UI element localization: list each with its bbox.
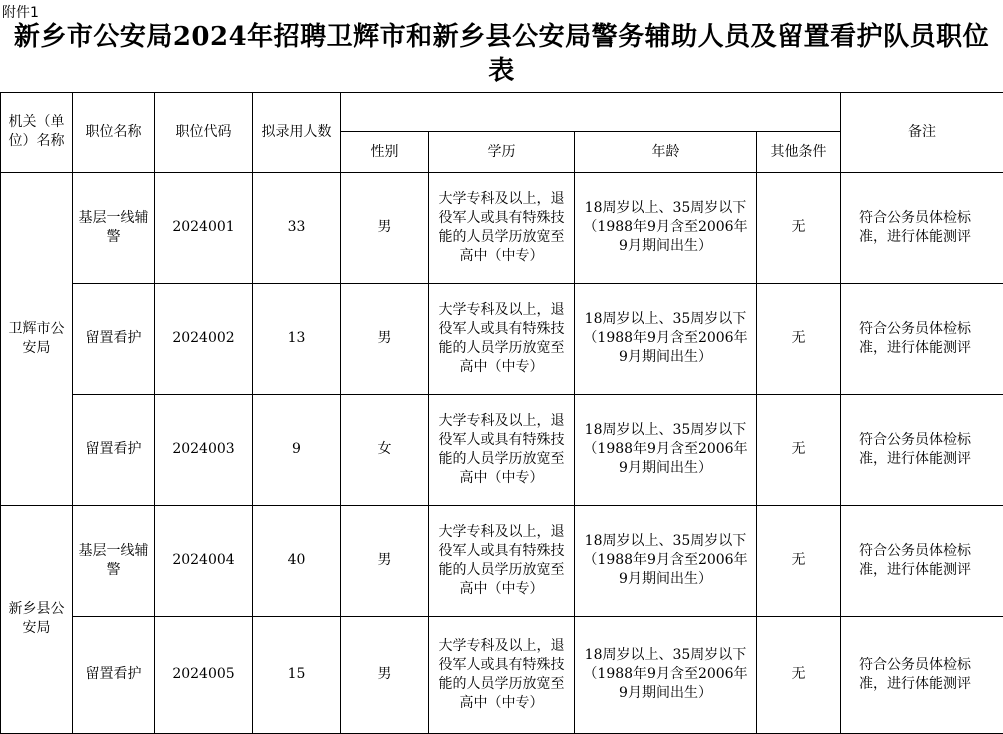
- other-cell: 无: [757, 394, 841, 505]
- other-cell: 无: [757, 283, 841, 394]
- other-cell: 无: [757, 616, 841, 733]
- page-title: [0, 20, 1003, 88]
- header-conditions-group: [341, 93, 841, 132]
- header-code: 职位代码: [155, 93, 253, 173]
- other-cell: 无: [757, 172, 841, 283]
- other-cell: 无: [757, 505, 841, 616]
- code-cell: 2024001: [155, 172, 253, 283]
- remark-cell: 符合公务员体检标准，进行体能测评: [841, 616, 1003, 733]
- gender-cell: 女: [341, 394, 429, 505]
- count-cell: 40: [253, 505, 341, 616]
- age-cell: 18周岁以上、35周岁以下（1988年9月含至2006年9月期间出生）: [575, 505, 757, 616]
- header-age: 年龄: [575, 132, 757, 172]
- title-line-1: 新乡市公安局2024年招聘卫辉市和新乡县公安局警务辅助人员及留置看护队员职位: [13, 22, 990, 52]
- header-agency: 机关（单位）名称: [1, 93, 73, 173]
- age-cell: 18周岁以上、35周岁以下（1988年9月含至2006年9月期间出生）: [575, 172, 757, 283]
- header-education: 学历: [429, 132, 575, 172]
- position-cell: 留置看护: [73, 283, 155, 394]
- code-cell: 2024002: [155, 283, 253, 394]
- count-cell: 13: [253, 283, 341, 394]
- positions-table: [0, 92, 1003, 734]
- gender-cell: 男: [341, 505, 429, 616]
- count-cell: 33: [253, 172, 341, 283]
- header-gender: 性别: [341, 132, 429, 172]
- agency-cell: 新乡县公安局: [1, 505, 73, 733]
- header-position: 职位名称: [73, 93, 155, 173]
- header-count: 拟录用人数: [253, 93, 341, 173]
- age-cell: 18周岁以上、35周岁以下（1988年9月含至2006年9月期间出生）: [575, 283, 757, 394]
- gender-cell: 男: [341, 172, 429, 283]
- header-remark: 备注: [841, 93, 1003, 173]
- remark-cell: 符合公务员体检标准，进行体能测评: [841, 283, 1003, 394]
- table-row: [1, 616, 1003, 733]
- table-row: [1, 394, 1003, 505]
- education-cell: 大学专科及以上，退役军人或具有特殊技能的人员学历放宽至高中（中专）: [429, 616, 575, 733]
- count-cell: 15: [253, 616, 341, 733]
- age-cell: 18周岁以上、35周岁以下（1988年9月含至2006年9月期间出生）: [575, 616, 757, 733]
- remark-cell: 符合公务员体检标准，进行体能测评: [841, 505, 1003, 616]
- title-line-2: 表: [488, 56, 515, 86]
- education-cell: 大学专科及以上，退役军人或具有特殊技能的人员学历放宽至高中（中专）: [429, 394, 575, 505]
- attachment-label: 附件1: [2, 5, 39, 21]
- header-row-1: [1, 93, 1003, 132]
- table-row: [1, 505, 1003, 616]
- position-cell: 留置看护: [73, 616, 155, 733]
- code-cell: 2024004: [155, 505, 253, 616]
- position-cell: 留置看护: [73, 394, 155, 505]
- remark-cell: 符合公务员体检标准，进行体能测评: [841, 172, 1003, 283]
- education-cell: 大学专科及以上，退役军人或具有特殊技能的人员学历放宽至高中（中专）: [429, 505, 575, 616]
- table-row: [1, 172, 1003, 283]
- count-cell: 9: [253, 394, 341, 505]
- position-cell: 基层一线辅警: [73, 505, 155, 616]
- gender-cell: 男: [341, 616, 429, 733]
- table-row: [1, 283, 1003, 394]
- header-other: 其他条件: [757, 132, 841, 172]
- gender-cell: 男: [341, 283, 429, 394]
- agency-cell: 卫辉市公安局: [1, 172, 73, 505]
- age-cell: 18周岁以上、35周岁以下（1988年9月含至2006年9月期间出生）: [575, 394, 757, 505]
- education-cell: 大学专科及以上，退役军人或具有特殊技能的人员学历放宽至高中（中专）: [429, 283, 575, 394]
- position-cell: 基层一线辅警: [73, 172, 155, 283]
- remark-cell: 符合公务员体检标准，进行体能测评: [841, 394, 1003, 505]
- code-cell: 2024005: [155, 616, 253, 733]
- education-cell: 大学专科及以上，退役军人或具有特殊技能的人员学历放宽至高中（中专）: [429, 172, 575, 283]
- code-cell: 2024003: [155, 394, 253, 505]
